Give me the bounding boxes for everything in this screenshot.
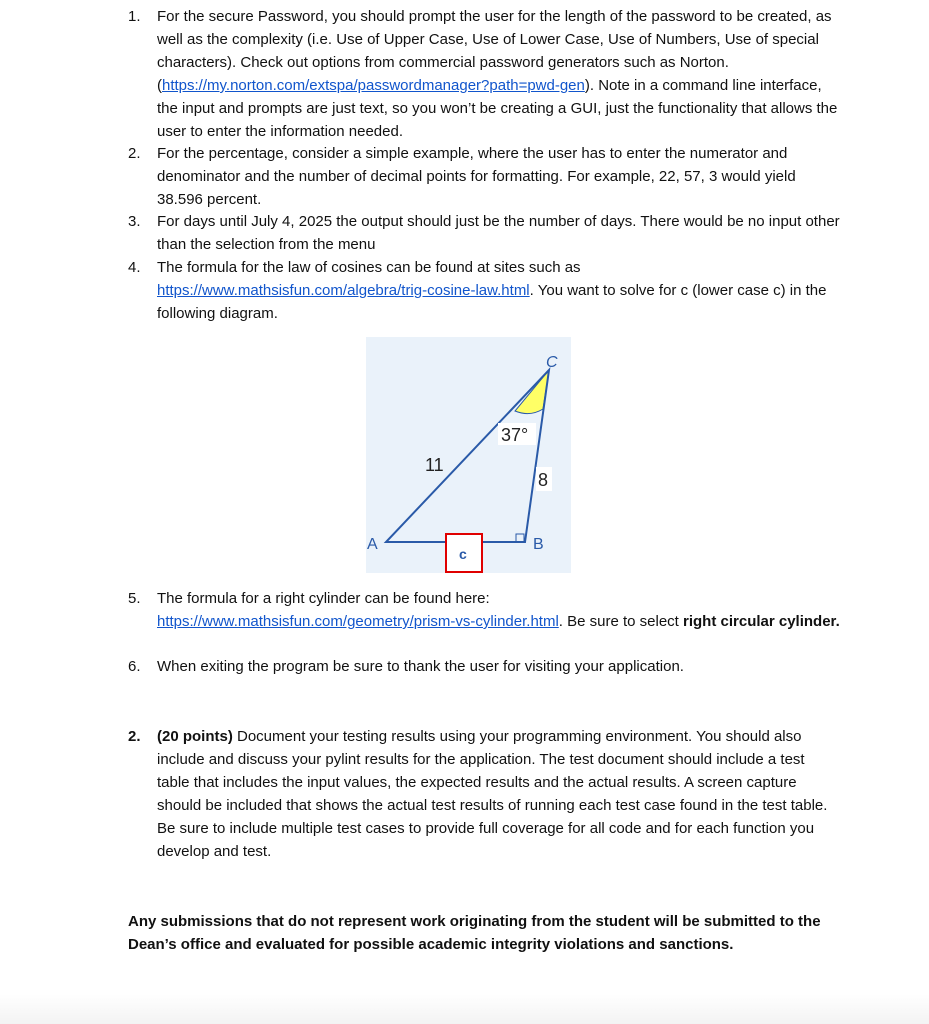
side-bc-label: 8 [538,470,549,490]
item-text [157,5,840,143]
list-item-4 [128,256,840,325]
triangle-diagram [366,337,571,573]
item-text-part: . Be sure to select [558,613,684,630]
cylinder-link[interactable]: https://www.mathsisfun.com/geometry/prism-vs-cylinder.html [157,613,559,630]
item-bold-text: right circular cylinder. [683,613,840,630]
item-number: 4. [128,259,141,276]
item-text: For the percentage, consider a simple example, where the user has to enter the numerator and denominator and the number of decimal points for formatting. For example, 22, 57, 3 would yield 38.596 percent. [157,145,796,208]
cosine-law-link[interactable]: https://www.mathsisfun.com/algebra/trig-cosine-law.html [157,282,530,299]
list-item-1 [128,5,840,143]
item-text-part: The formula for a right cylinder can be found here: [157,590,490,607]
page-bottom-edge [0,994,929,1024]
vertex-c-label: C [546,354,558,371]
item-text-part: The formula for the law of cosines can be found at sites such as [157,259,581,276]
norton-link[interactable]: https://my.norton.com/extspa/passwordmanager?path=pwd-gen [162,77,585,94]
part-number: 2. [128,728,141,745]
academic-integrity-note: Any submissions that do not represent work originating from the student will be submitted to the Dean’s office and evaluated for possible academic integrity violations and sanctions. [128,913,821,953]
item-number: 1. [128,8,141,25]
item-text-part: . You want to solve for c (lower case c) in the following diagram. [157,282,827,322]
list-item-3 [128,210,840,256]
list-item-2 [128,142,840,211]
item-text: For days until July 4, 2025 the output should just be the number of days. There would be no input other than the selection from the menu [157,213,840,253]
item-number: 3. [128,213,141,230]
vertex-a-label: A [367,536,378,553]
item-text: When exiting the program be sure to thank the user for visiting your application. [157,658,684,675]
angle-label: 37° [501,425,529,445]
item-text [157,587,840,633]
list-item-6 [128,655,840,678]
list-item-5 [128,587,840,633]
item-text-part: For the secure Password, you should prompt the user for the length of the password to be created, as well as the complexity (i.e. Use of Upper Case, Use of Lower Case, Use of Numbers, Use of special characters). Check out options from commercial password generators such as Norton. ( [157,8,832,94]
part-2-body: Document your testing results using your programming environment. You should also include and discuss your pylint results for the application. The test document should include a test table that includes the input values, the expected results and the actual results. A screen capture should be included that shows the actual test results of running each test case found in the test table. Be sure to include multiple test cases to provide full coverage for all code and for each function you develop and test. [157,728,828,860]
vertex-b-label: B [533,536,544,553]
item-number: 2. [128,145,141,162]
item-number: 6. [128,658,141,675]
part-2 [128,725,840,863]
side-ac-label: 11 [425,455,444,475]
part-2-text [157,725,840,863]
points-label: (20 points) [157,728,233,745]
side-c-label: c [459,546,467,562]
item-text [157,256,840,325]
item-text-part: ). Note in a command line interface, the input and prompts are just text, so you won’t be creating a GUI, just the functionality that allows the user to enter the information needed. [157,77,838,140]
item-number: 5. [128,590,141,607]
